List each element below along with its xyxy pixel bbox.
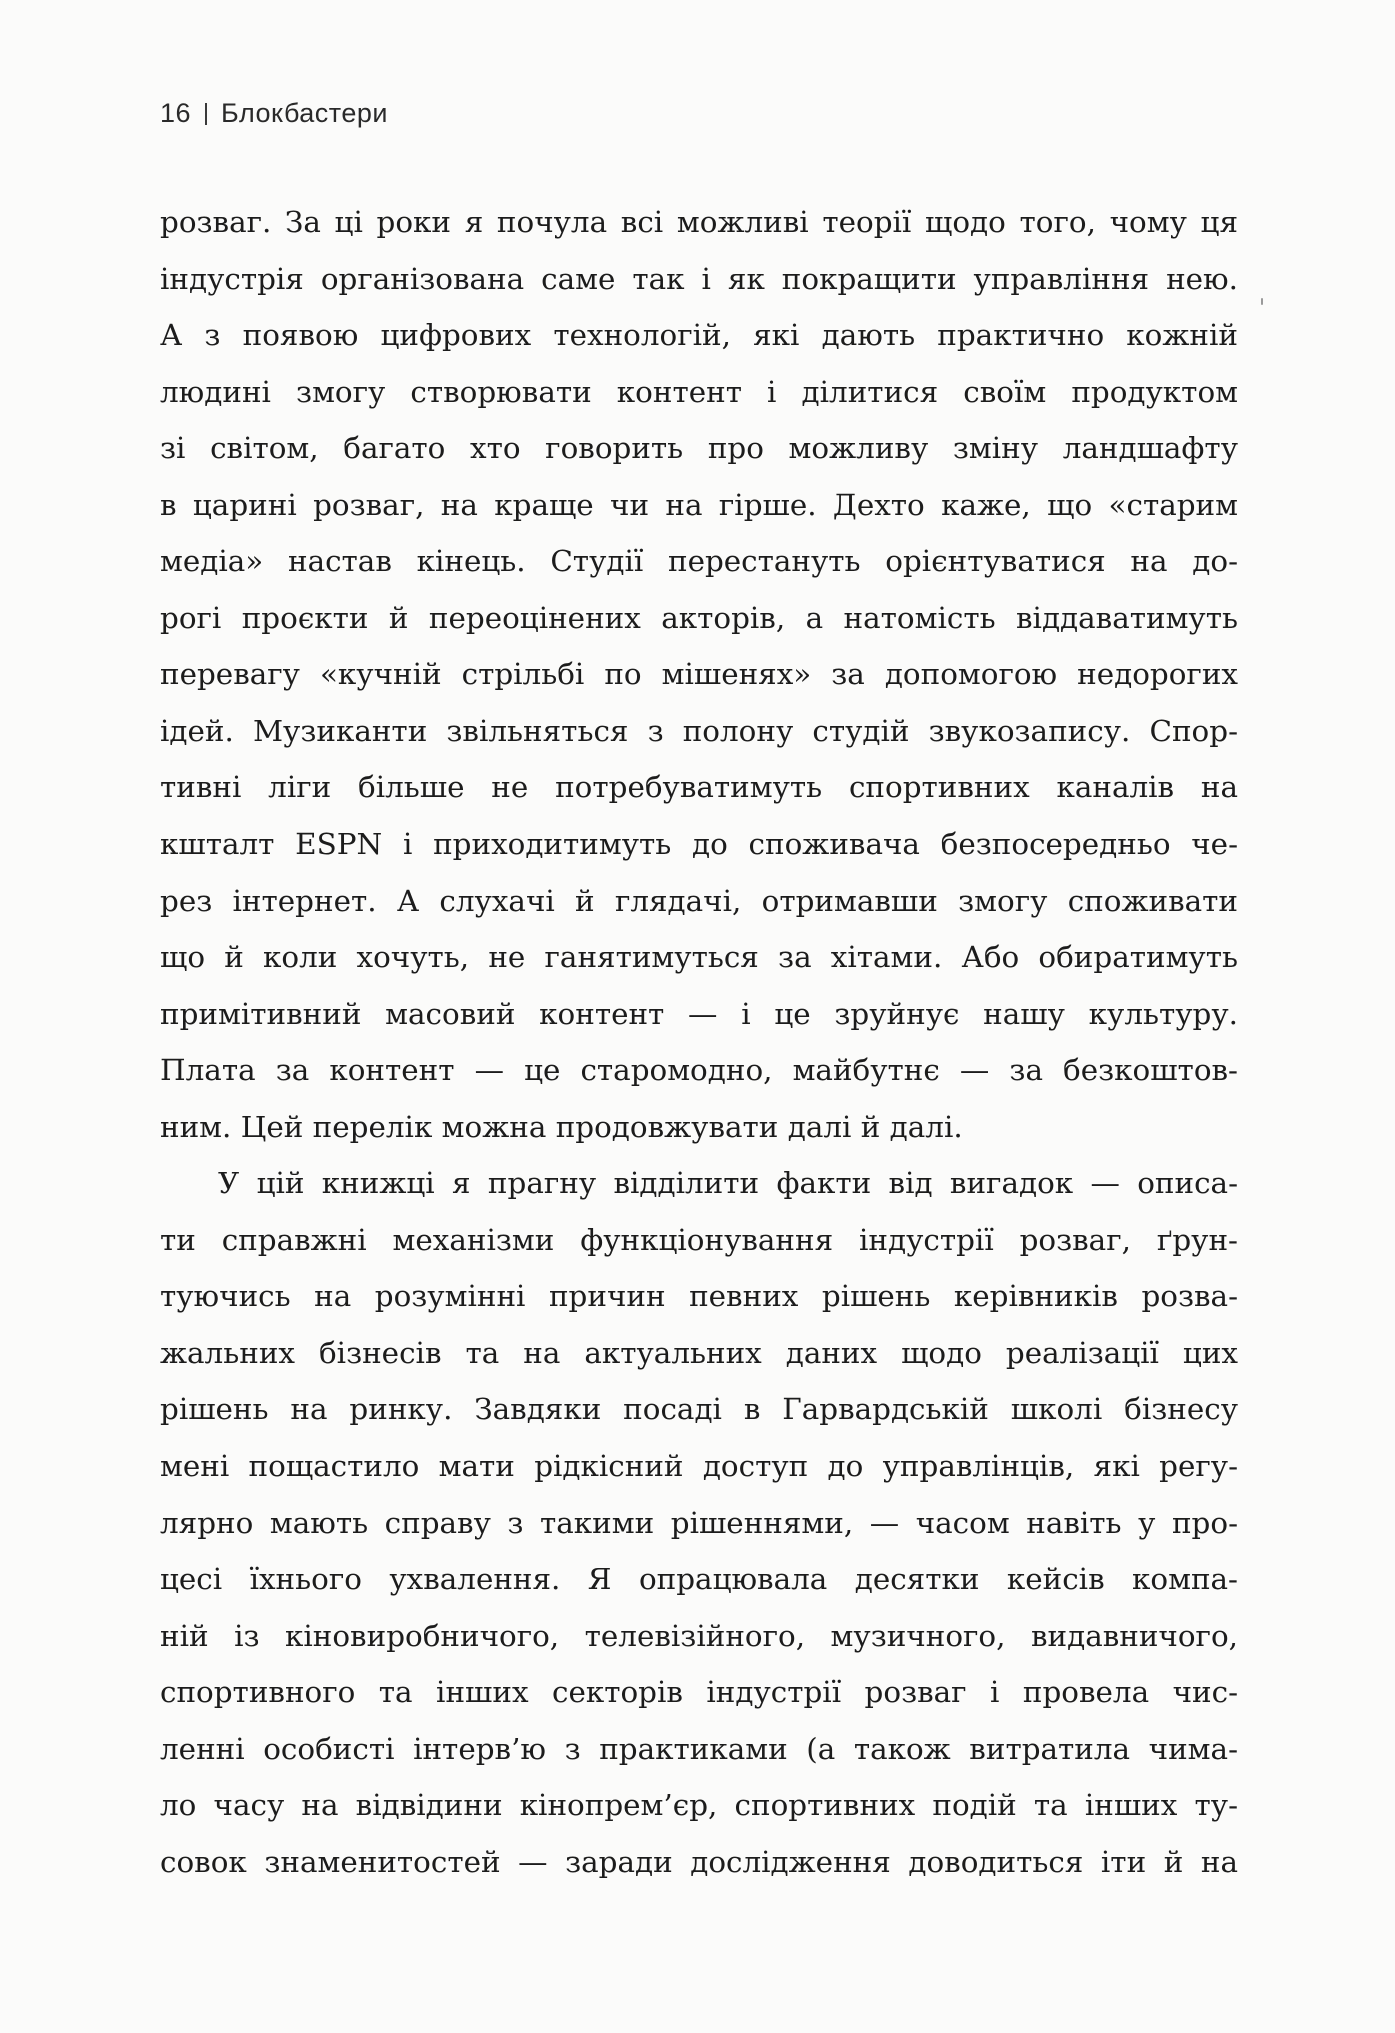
- page-number: 16: [160, 98, 192, 128]
- text-line: А з появою цифрових технологій, які дають практично кожній: [160, 318, 1238, 353]
- text-line: Плата за контент — це старомодно, майбутнє — за безкоштов-: [160, 1053, 1238, 1088]
- paragraph: [160, 194, 1238, 1155]
- text-line: рогі проєкти й переоцінених акторів, а натомість віддаватимуть: [160, 600, 1238, 635]
- text-line: примітивний масовий контент — і це зруйнує нашу культуру.: [160, 996, 1238, 1031]
- text-line: людині змогу створювати контент і ділитися своїм продуктом: [160, 374, 1238, 409]
- text-line: тивні ліги більше не потребуватимуть спортивних каналів на: [160, 770, 1238, 805]
- book-title: Блокбастери: [221, 98, 388, 128]
- text-line: розваг. За ці роки я почула всі можливі теорії щодо того, чому ця: [160, 205, 1238, 239]
- text-line: мені пощастило мати рідкісний доступ до управлінців, які регу-: [160, 1449, 1238, 1484]
- text-line: індустрія організована саме так і як покращити управління нею.: [160, 261, 1238, 296]
- text-line: що й коли хочуть, не ганятимуться за хітами. Або обиратимуть: [160, 940, 1238, 975]
- text-line: зі світом, багато хто говорить про можливу зміну ландшафту: [160, 431, 1238, 466]
- text-line: медіа» настав кінець. Студії перестануть орієнтуватися на до-: [160, 544, 1238, 579]
- print-speck: [1261, 298, 1263, 305]
- text-line: ній із кіновиробничого, телевізійного, музичного, видавничого,: [160, 1618, 1238, 1653]
- text-line: рез інтернет. А слухачі й глядачі, отримавши змогу споживати: [160, 883, 1238, 918]
- text-line: ним. Цей перелік можна продовжувати далі й далі.: [160, 1109, 963, 1144]
- text-line: жальних бізнесів та на актуальних даних щодо реалізації цих: [160, 1335, 1238, 1370]
- text-line: туючись на розумінні причин певних рішень керівників розва-: [160, 1279, 1238, 1314]
- text-line: рішень на ринку. Завдяки посаді в Гарвардській школі бізнесу: [160, 1392, 1238, 1427]
- text-line: ленні особисті інтерв’ю з практиками (а також витратила чима-: [160, 1731, 1238, 1766]
- text-line: кшталт ESPN і приходитимуть до споживача безпосередньо че-: [160, 827, 1238, 862]
- text-line: совок знаменитостей — заради дослідження доводиться іти й на: [160, 1844, 1238, 1879]
- text-line: лярно мають справу з такими рішеннями, — часом навіть у про-: [160, 1505, 1238, 1540]
- text-line: в царині розваг, на краще чи на гірше. Дехто каже, що «старим: [160, 487, 1238, 522]
- running-header: [160, 98, 388, 129]
- text-line: перевагу «кучній стрільбі по мішенях» за допомогою недорогих: [160, 657, 1238, 692]
- text-line: ти справжні механізми функціонування індустрії розваг, ґрун-: [160, 1222, 1238, 1257]
- header-separator: [205, 103, 207, 125]
- text-line: цесі їхнього ухвалення. Я опрацювала десятки кейсів компа-: [160, 1562, 1238, 1597]
- text-line: спортивного та інших секторів індустрії розваг і провела чис-: [160, 1675, 1238, 1710]
- text-line: ло часу на відвідини кінопрем’єр, спортивних подій та інших ту-: [160, 1788, 1238, 1823]
- text-line: У цій книжці я прагну відділити факти від вигадок — описа-: [218, 1166, 1238, 1201]
- body-text: [160, 194, 1238, 1890]
- text-line: ідей. Музиканти звільняться з полону студій звукозапису. Спор-: [160, 713, 1238, 748]
- paragraph: [160, 1155, 1238, 1890]
